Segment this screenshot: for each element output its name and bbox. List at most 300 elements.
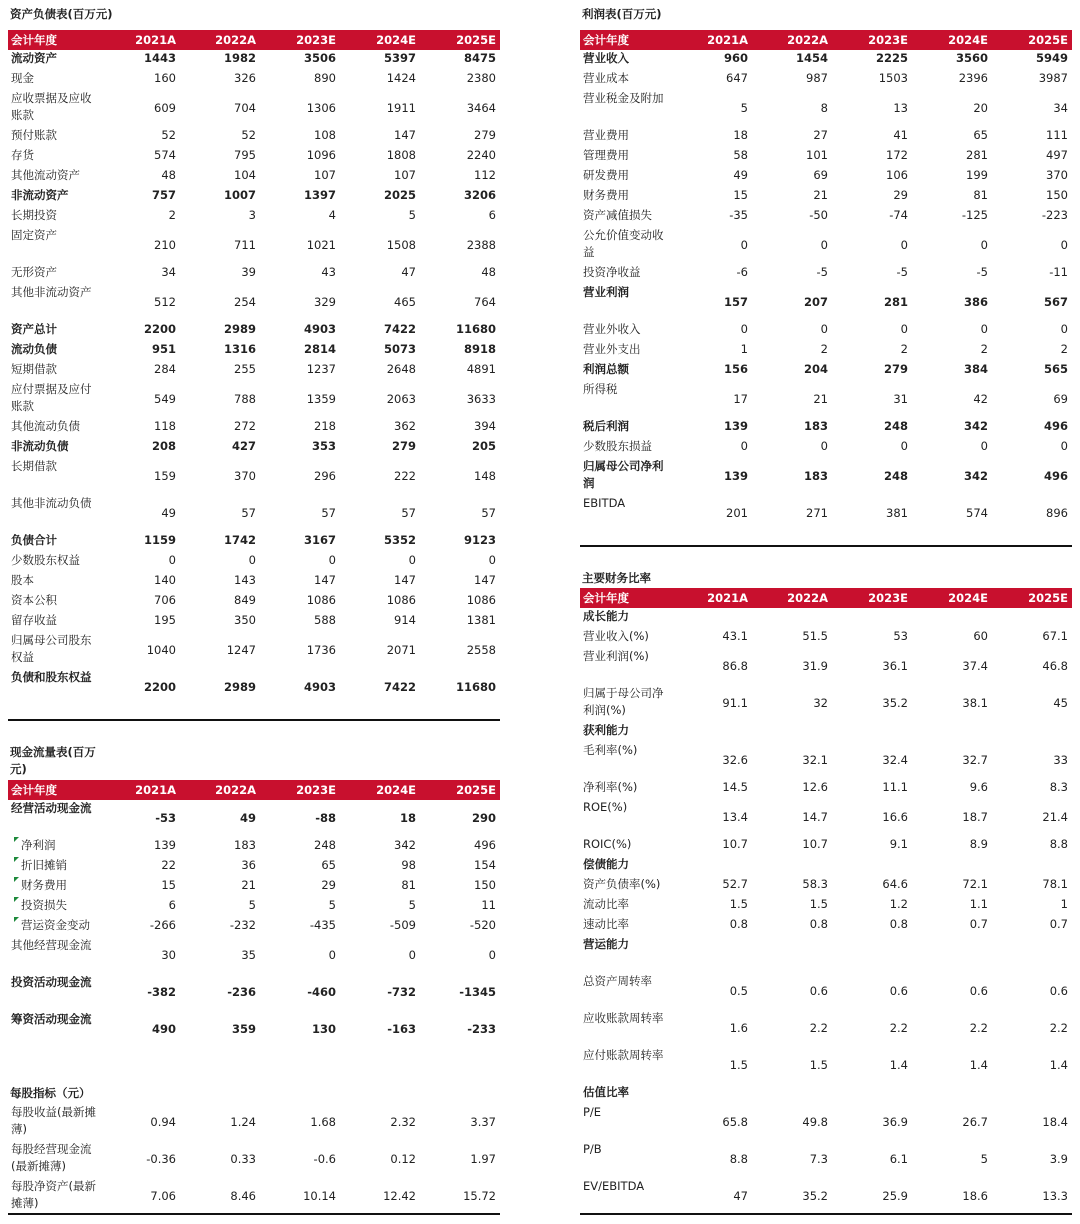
cell-value: 183 — [803, 469, 828, 483]
cell-value: 1.97 — [470, 1152, 496, 1166]
row-label-text: 非流动负债 — [11, 439, 69, 453]
cell-value: 1911 — [386, 101, 416, 115]
row-label-text: 管理费用 — [583, 148, 629, 162]
row-label — [8, 284, 100, 321]
row-label — [580, 418, 672, 438]
cell-value: 0 — [408, 948, 416, 962]
balance-sheet-table — [8, 30, 500, 706]
cell-value: 218 — [314, 419, 336, 433]
comment-marker-icon — [14, 917, 19, 922]
table-row — [8, 572, 500, 592]
row-label-text: 预付账款 — [11, 128, 57, 142]
cell-value: 32.6 — [722, 753, 748, 767]
cell-value: 1503 — [878, 71, 908, 85]
cell-value: 496 — [1043, 469, 1068, 483]
cell-value: 567 — [1043, 295, 1068, 309]
cell-value: 160 — [154, 71, 176, 85]
cell-value: 6.1 — [889, 1152, 908, 1166]
table-row — [8, 187, 500, 207]
cell-value: 588 — [314, 613, 336, 627]
row-label — [580, 381, 672, 418]
cell-value: -50 — [809, 208, 828, 222]
row-label-text: 短期借款 — [11, 362, 57, 376]
cell-value: 65.8 — [722, 1115, 748, 1129]
cell-value: 2071 — [386, 643, 416, 657]
cell-value: 2.2 — [889, 1021, 908, 1035]
table-row — [580, 147, 1072, 167]
cell-value: 896 — [1046, 506, 1068, 520]
cell-value: 18 — [733, 128, 748, 142]
cell-value: 549 — [154, 392, 176, 406]
cell-value: -232 — [229, 918, 256, 932]
row-label — [8, 937, 100, 974]
cell-value — [752, 1084, 832, 1104]
cell-value: 139 — [723, 419, 748, 433]
cell-value: 208 — [151, 439, 176, 453]
cell-value: 49.8 — [802, 1115, 828, 1129]
cell-value: 148 — [474, 469, 496, 483]
table-row — [8, 877, 500, 897]
cell-value: 12.6 — [802, 780, 828, 794]
cell-value: 279 — [391, 439, 416, 453]
cell-value: 0.8 — [889, 917, 908, 931]
cell-value: 195 — [154, 613, 176, 627]
table-row — [8, 837, 500, 857]
row-label-text: 折旧摊销 — [21, 858, 67, 872]
row-label-text: 税后利润 — [583, 419, 629, 433]
cell-value: 0.8 — [809, 917, 828, 931]
row-label — [580, 916, 672, 936]
cell-value: 38.1 — [962, 696, 988, 710]
cell-value: 204 — [803, 362, 828, 376]
cell-value: 0 — [900, 322, 908, 336]
cell-value: -125 — [961, 208, 988, 222]
table-row — [580, 70, 1072, 90]
cell-value: 48 — [481, 265, 496, 279]
cell-value — [752, 856, 832, 876]
cell-value: 2 — [900, 342, 908, 356]
cell-value: 1086 — [306, 593, 336, 607]
cell-value: 1007 — [223, 188, 256, 202]
row-label — [580, 799, 672, 836]
cell-value: 91.1 — [722, 696, 748, 710]
table-row — [580, 341, 1072, 361]
row-label — [580, 1141, 672, 1178]
row-label — [580, 147, 672, 167]
row-label — [8, 532, 100, 552]
row-label — [580, 341, 672, 361]
cell-value: 960 — [723, 51, 748, 65]
cell-value: 107 — [314, 168, 336, 182]
row-label-text: 负债合计 — [11, 533, 57, 547]
header-label: 会计年度 — [580, 30, 672, 50]
cell-value: 21 — [813, 188, 828, 202]
cell-value: 9.6 — [969, 780, 988, 794]
table-row — [580, 1104, 1072, 1141]
cell-value: 69 — [1053, 392, 1068, 406]
cell-value: 1021 — [306, 238, 336, 252]
cell-value: 5397 — [383, 51, 416, 65]
row-label — [580, 127, 672, 147]
cell-value: -0.36 — [146, 1152, 176, 1166]
table-row — [8, 361, 500, 381]
cell-value: 1.5 — [809, 1058, 828, 1072]
cell-value: 101 — [806, 148, 828, 162]
cell-value: -732 — [387, 985, 416, 999]
cell-value: 36.9 — [882, 1115, 908, 1129]
table-row — [580, 1178, 1072, 1215]
table-row — [580, 90, 1072, 127]
row-label — [8, 70, 100, 90]
cell-value: 0 — [820, 322, 828, 336]
cell-value: 2063 — [386, 392, 416, 406]
cell-value: 5073 — [383, 342, 416, 356]
table-row — [580, 916, 1072, 936]
cell-value — [672, 936, 752, 973]
cell-value: 0 — [1060, 439, 1068, 453]
cell-value: 574 — [154, 148, 176, 162]
cell-value: 36 — [241, 858, 256, 872]
cell-value: 201 — [726, 506, 748, 520]
cell-value: 78.1 — [1042, 877, 1068, 891]
cell-value: 30 — [161, 948, 176, 962]
cell-value: 64.6 — [882, 877, 908, 891]
cell-value: 3987 — [1038, 71, 1068, 85]
cell-value: 0 — [328, 553, 336, 567]
row-label — [8, 917, 100, 937]
cell-value: 2 — [1060, 342, 1068, 356]
cell-value — [832, 1084, 912, 1104]
cell-value: 21 — [813, 392, 828, 406]
cell-value: 1.6 — [729, 1021, 748, 1035]
cell-value: 0 — [488, 948, 496, 962]
cell-value: 18.7 — [962, 810, 988, 824]
cell-value: 33 — [1053, 753, 1068, 767]
cell-value: 2558 — [466, 643, 496, 657]
cell-value: 7422 — [383, 322, 416, 336]
row-label-text: P/B — [583, 1142, 602, 1156]
table-row — [8, 147, 500, 167]
cell-value: 4903 — [303, 680, 336, 694]
cell-value: 36.1 — [882, 659, 908, 673]
balance-sheet-title: 资产负债表(百万元) — [10, 7, 113, 21]
cell-value: 5 — [248, 898, 256, 912]
row-label — [580, 876, 672, 896]
table-row — [580, 608, 1072, 628]
cell-value: 53 — [893, 629, 908, 643]
cell-value: 147 — [394, 128, 416, 142]
row-label — [8, 1141, 100, 1178]
row-label — [580, 90, 672, 127]
row-label-text: 营业收入(%) — [583, 629, 649, 643]
row-label-text: 留存收益 — [11, 613, 57, 627]
cell-value — [992, 722, 1072, 742]
table-row — [8, 90, 500, 127]
cell-value: 41 — [893, 128, 908, 142]
cell-value: 3.37 — [470, 1115, 496, 1129]
table-row — [580, 1141, 1072, 1178]
row-label-text: 长期借款 — [11, 459, 57, 473]
cell-value: 0.5 — [729, 984, 748, 998]
left-bottom-rule — [8, 1213, 500, 1215]
table-row — [580, 167, 1072, 187]
cell-value: 17 — [733, 392, 748, 406]
row-label — [8, 632, 100, 669]
cell-value: 795 — [234, 148, 256, 162]
row-label — [580, 779, 672, 799]
table-row — [580, 418, 1072, 438]
table-row — [580, 227, 1072, 264]
income-title: 利润表(百万元) — [582, 7, 662, 21]
table-header-row — [8, 30, 500, 50]
row-label-text: 应收账款周转率 — [583, 1011, 664, 1025]
row-label — [8, 361, 100, 381]
cell-value: 0 — [740, 322, 748, 336]
row-label — [580, 458, 672, 495]
cell-value — [912, 1084, 992, 1104]
row-label-text: 其他经营现金流 — [11, 938, 92, 952]
cell-value: 45 — [1053, 696, 1068, 710]
ratios-table — [580, 588, 1072, 1215]
cell-value: 3560 — [955, 51, 988, 65]
table-row — [8, 70, 500, 90]
cell-value: 342 — [963, 469, 988, 483]
row-label — [580, 1104, 672, 1141]
row-label — [8, 837, 100, 857]
table-row — [8, 50, 500, 70]
cell-value: 497 — [1046, 148, 1068, 162]
cell-value: 496 — [1043, 419, 1068, 433]
cell-value: -382 — [147, 985, 176, 999]
table-row — [580, 936, 1072, 973]
table-row — [8, 495, 500, 532]
table-row — [8, 917, 500, 937]
cell-value: 565 — [1043, 362, 1068, 376]
row-label-text: ROE(%) — [583, 800, 628, 814]
cell-value: 108 — [314, 128, 336, 142]
cell-value — [832, 936, 912, 973]
cell-value: 2 — [820, 342, 828, 356]
cell-value: 1808 — [386, 148, 416, 162]
table-row — [580, 876, 1072, 896]
cell-value: 465 — [394, 295, 416, 309]
cell-value: 0 — [408, 553, 416, 567]
cell-value: 18.6 — [962, 1189, 988, 1203]
cell-value: 0 — [980, 439, 988, 453]
table-row — [580, 381, 1072, 418]
cell-value: 25.9 — [882, 1189, 908, 1203]
row-label-text: 净利率(%) — [583, 780, 638, 794]
cell-value: 57 — [321, 506, 336, 520]
cell-value: 3.9 — [1049, 1152, 1068, 1166]
cell-value: 1381 — [466, 613, 496, 627]
row-label — [580, 1178, 672, 1215]
row-label — [580, 321, 672, 341]
cell-value: 57 — [241, 506, 256, 520]
row-label — [580, 836, 672, 856]
cell-value: 7.3 — [809, 1152, 828, 1166]
cell-value: 342 — [963, 419, 988, 433]
table-row — [580, 973, 1072, 1010]
table-row — [580, 648, 1072, 685]
table-row — [8, 418, 500, 438]
comment-marker-icon — [14, 857, 19, 862]
table-header-row — [580, 588, 1072, 608]
cell-value: 2.2 — [1049, 1021, 1068, 1035]
row-label-text: 应付账款周转率 — [583, 1048, 664, 1062]
cell-value — [992, 608, 1072, 628]
cell-value: 788 — [234, 392, 256, 406]
table-row — [580, 207, 1072, 227]
cell-value: 0.94 — [150, 1115, 176, 1129]
cell-value: -435 — [309, 918, 336, 932]
row-label-text: 长期投资 — [11, 208, 57, 222]
cell-value: 271 — [806, 506, 828, 520]
row-label — [8, 321, 100, 341]
cell-value: 0.33 — [230, 1152, 256, 1166]
row-label-text: 获利能力 — [583, 723, 629, 737]
cell-value: 1454 — [795, 51, 828, 65]
header-year: 2021A — [672, 588, 752, 608]
row-label-text: 股本 — [11, 573, 34, 587]
cell-value: 706 — [154, 593, 176, 607]
row-label — [8, 877, 100, 897]
cell-value: 2989 — [223, 322, 256, 336]
cell-value: 69 — [813, 168, 828, 182]
cell-value: 1982 — [223, 51, 256, 65]
cell-value: 32.4 — [882, 753, 908, 767]
row-label-text: 所得税 — [583, 382, 618, 396]
cell-value: 14.5 — [722, 780, 748, 794]
cashflow-table — [8, 780, 500, 1048]
cell-value: -35 — [729, 208, 748, 222]
cell-value: 7.06 — [150, 1189, 176, 1203]
cell-value: 5 — [408, 208, 416, 222]
cell-value: -5 — [896, 265, 908, 279]
cell-value: -88 — [315, 811, 336, 825]
table-row — [580, 1010, 1072, 1047]
cell-value: 2.32 — [390, 1115, 416, 1129]
row-label-text: 速动比率 — [583, 917, 629, 931]
table-row — [580, 284, 1072, 321]
table-row — [8, 669, 500, 706]
cell-value: 67.1 — [1042, 629, 1068, 643]
cell-value: 0.12 — [390, 1152, 416, 1166]
cell-value — [832, 722, 912, 742]
cell-value: 704 — [234, 101, 256, 115]
table-row — [8, 381, 500, 418]
cell-value: -223 — [1041, 208, 1068, 222]
cell-value: 914 — [394, 613, 416, 627]
row-label-text: 研发费用 — [583, 168, 629, 182]
header-year: 2023E — [832, 588, 912, 608]
cell-value: 15 — [161, 878, 176, 892]
ratios-title: 主要财务比率 — [582, 571, 651, 585]
cell-value — [752, 722, 832, 742]
header-year: 2024E — [912, 588, 992, 608]
cell-value: -233 — [467, 1022, 496, 1036]
row-label — [8, 438, 100, 458]
cell-value: 1.5 — [729, 897, 748, 911]
cell-value: 156 — [723, 362, 748, 376]
row-label-text: 流动比率 — [583, 897, 629, 911]
row-label — [8, 127, 100, 147]
cell-value: 147 — [314, 573, 336, 587]
row-label-text: 营运资金变动 — [21, 918, 90, 932]
cell-value: 1086 — [386, 593, 416, 607]
row-label-text: 少数股东损益 — [583, 439, 652, 453]
cell-value: 1736 — [306, 643, 336, 657]
row-label-text: 利润总额 — [583, 362, 629, 376]
cell-value: 359 — [231, 1022, 256, 1036]
row-label — [8, 167, 100, 187]
row-label — [580, 227, 672, 264]
cell-value: 3 — [248, 208, 256, 222]
cell-value: 0 — [900, 439, 908, 453]
row-label-text: 现金 — [11, 71, 34, 85]
cell-value: 18.4 — [1042, 1115, 1068, 1129]
cell-value: 49 — [239, 811, 256, 825]
row-label-text: 投资净收益 — [583, 265, 641, 279]
cell-value: 427 — [231, 439, 256, 453]
cell-value: 29 — [893, 188, 908, 202]
row-label-text: 资产总计 — [11, 322, 57, 336]
row-label-text: 存货 — [11, 148, 34, 162]
cell-value: 849 — [234, 593, 256, 607]
cell-value: 394 — [474, 419, 496, 433]
cell-value: 49 — [161, 506, 176, 520]
row-label-text: 毛利率(%) — [583, 743, 638, 757]
table-row — [8, 1011, 500, 1048]
cell-value: 2648 — [386, 362, 416, 376]
row-label-text: 资本公积 — [11, 593, 57, 607]
table-row — [580, 896, 1072, 916]
cell-value: 0 — [248, 553, 256, 567]
row-label-text: 每股净资产(最新摊薄) — [11, 1179, 96, 1210]
header-year: 2023E — [260, 780, 340, 800]
row-label-text: 归属于母公司净利润(%) — [583, 686, 664, 717]
row-label — [580, 495, 672, 532]
header-year: 2024E — [912, 30, 992, 50]
row-label — [580, 1047, 672, 1084]
cell-value: 326 — [234, 71, 256, 85]
cell-value: 1096 — [306, 148, 336, 162]
cell-value: 248 — [314, 838, 336, 852]
row-label-text: 资产负债率(%) — [583, 877, 661, 891]
cell-value: 890 — [314, 71, 336, 85]
row-label — [8, 669, 100, 706]
cell-value: 20 — [973, 101, 988, 115]
cell-value: 711 — [234, 238, 256, 252]
cell-value: 1.5 — [729, 1058, 748, 1072]
row-label-text: EV/EBITDA — [583, 1179, 645, 1193]
table-row — [580, 50, 1072, 70]
cell-value: -5 — [976, 265, 988, 279]
cell-value: 52.7 — [722, 877, 748, 891]
cell-value: 3206 — [463, 188, 496, 202]
cell-value: 1159 — [143, 533, 176, 547]
cell-value: 0 — [980, 238, 988, 252]
cell-value: 65 — [973, 128, 988, 142]
cell-value: 139 — [723, 469, 748, 483]
header-year: 2021A — [100, 30, 180, 50]
table-row — [8, 592, 500, 612]
cell-value: 1 — [1060, 897, 1068, 911]
cell-value: 0.8 — [729, 917, 748, 931]
row-label-text: 资产减值损失 — [583, 208, 652, 222]
balance-sheet-bottom-rule — [8, 719, 500, 721]
cell-value: 1.2 — [889, 897, 908, 911]
